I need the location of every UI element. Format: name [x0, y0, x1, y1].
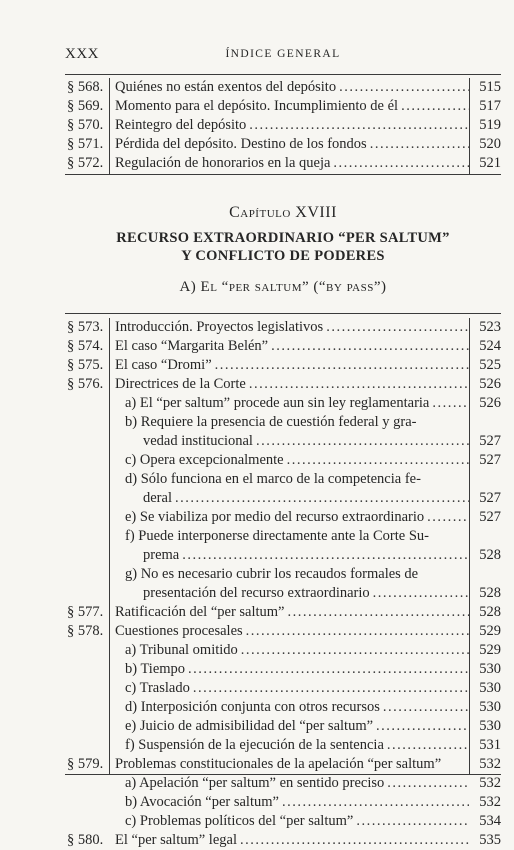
section-number: [65, 470, 115, 489]
entry-title: [115, 413, 469, 432]
entry-text: b) Requiere la presencia de cuestión federal y gra-: [125, 414, 417, 430]
entry-page-number: 529: [479, 623, 501, 639]
toc-entry: [65, 116, 501, 135]
section-number: § 574.: [67, 338, 104, 354]
entry-page-number: 515: [479, 79, 501, 95]
part-heading: A) El “per saltum” (“by pass”): [179, 279, 387, 295]
entry-page-number: 535: [479, 832, 501, 848]
entry-title: [115, 489, 469, 508]
entry-title: [115, 584, 469, 603]
toc-entry: [65, 78, 501, 97]
section-rule: [65, 313, 501, 314]
toc-entry: [65, 755, 501, 774]
entry-text: presentación del recurso extraordinario: [143, 585, 370, 601]
dot-leader: [188, 660, 469, 679]
dot-leader: [240, 831, 469, 850]
entry-text: f) Suspensión de la ejecución de la sentencia: [125, 737, 384, 753]
entry-title: [115, 546, 469, 565]
entry-title: [115, 831, 469, 850]
entry-title: [115, 774, 469, 793]
toc-entry: [65, 451, 501, 470]
entry-title: [115, 717, 469, 736]
entry-page-number: 530: [479, 680, 501, 696]
entry-page-number: 528: [479, 604, 501, 620]
section-number: § 578.: [67, 623, 104, 639]
entry-page-number: 519: [479, 117, 501, 133]
entry-text: b) Tiempo: [125, 661, 186, 677]
section-number: [65, 508, 115, 527]
entry-text: e) Juicio de admisibilidad del “per saltum”: [125, 718, 374, 734]
entry-title: [115, 793, 469, 812]
entry-page-number: 529: [479, 642, 501, 658]
toc-entry: [65, 679, 501, 698]
entry-text: Directrices de la Corte: [115, 376, 246, 392]
section-number: [65, 793, 115, 812]
section-number: [65, 679, 115, 698]
entry-text: d) Interposición conjunta con otros recursos: [125, 699, 380, 715]
entry-title: [115, 337, 469, 356]
entry-title: [115, 78, 469, 97]
toc-entry: [65, 698, 501, 717]
entry-text: c) Traslado: [125, 680, 190, 696]
dot-leader: [241, 641, 469, 660]
entry-title: [115, 641, 469, 660]
dot-leader: [256, 432, 469, 451]
dot-leader: [282, 793, 469, 812]
section-number: [65, 527, 115, 546]
dot-leader: [339, 78, 469, 97]
entry-title: [115, 755, 469, 774]
entry-text: a) Apelación “per saltum” en sentido preciso: [125, 775, 385, 791]
entry-text: Regulación de honorarios en la queja: [115, 155, 331, 171]
entry-text: f) Puede interponerse directamente ante la Corte Su-: [125, 528, 429, 544]
entry-page-number: 532: [479, 756, 501, 772]
section-number: § 579.: [67, 756, 104, 772]
chapter-title-line2: Y CONFLICTO DE PODERES: [181, 248, 385, 264]
dot-leader: [182, 546, 469, 565]
toc-entry: [65, 584, 501, 603]
dot-leader: [249, 116, 469, 135]
entry-text: Problemas constitucionales de la apelación “per saltum”: [115, 756, 442, 772]
top-rule: [65, 74, 501, 75]
entry-text: Quiénes no están exentos del depósito: [115, 79, 337, 95]
section-number: § 572.: [67, 155, 104, 171]
section-number: [65, 736, 115, 755]
running-header: [65, 46, 501, 66]
entry-title: [115, 356, 469, 375]
entry-page-number: 517: [479, 98, 501, 114]
entry-page-number: 532: [479, 775, 501, 791]
entry-page-number: 523: [479, 319, 501, 335]
entry-title: [115, 603, 469, 622]
entry-title: [115, 375, 469, 394]
section-number: [65, 451, 115, 470]
entry-page-number: 528: [479, 585, 501, 601]
entry-page-number: 527: [479, 490, 501, 506]
toc-entry: [65, 470, 501, 489]
entry-page-number: 526: [479, 376, 501, 392]
toc-entry: [65, 546, 501, 565]
dot-leader: [432, 394, 469, 413]
section-number: [65, 774, 115, 793]
entry-title: [115, 812, 469, 831]
toc-entry: [65, 97, 501, 116]
entry-title: [115, 318, 469, 337]
section-number: [65, 413, 115, 432]
entry-text: Ratificación del “per saltum”: [115, 604, 285, 620]
entry-text: c) Opera excepcionalmente: [125, 452, 284, 468]
entry-page-number: 528: [479, 547, 501, 563]
entry-text: prema: [143, 547, 180, 563]
dot-leader: [288, 603, 470, 622]
dot-leader: [387, 736, 469, 755]
entry-page-number: 530: [479, 718, 501, 734]
toc-entry: [65, 831, 501, 850]
entry-page-number: 527: [479, 509, 501, 525]
toc-entry: [65, 337, 501, 356]
entry-text: Pérdida del depósito. Destino de los fondos: [115, 136, 367, 152]
toc-entry: [65, 641, 501, 660]
entry-page-number: 526: [479, 395, 501, 411]
entry-page-number: 534: [479, 813, 501, 829]
entry-text: deral: [143, 490, 172, 506]
section-number: § 568.: [67, 79, 104, 95]
toc-entry: [65, 717, 501, 736]
entry-title: [115, 116, 469, 135]
dot-leader: [215, 356, 469, 375]
entry-text: b) Avocación “per saltum”: [125, 794, 279, 810]
entry-page-number: [469, 413, 501, 432]
dot-leader: [249, 375, 469, 394]
entry-title: [115, 565, 469, 584]
toc-bottom-section: [65, 318, 501, 848]
entry-text: Reintegro del depósito: [115, 117, 247, 133]
toc-entry: [65, 774, 501, 793]
entry-title: [115, 451, 469, 470]
toc-entry: [65, 508, 501, 527]
dot-leader: [246, 622, 469, 641]
dot-leader: [401, 97, 469, 116]
entry-text: El caso “Margarita Belén”: [115, 338, 269, 354]
toc-entry: [65, 660, 501, 679]
toc-entry: [65, 375, 501, 394]
toc-entry: [65, 527, 501, 546]
entry-text: e) Se viabiliza por medio del recurso extraordinario: [125, 509, 425, 525]
entry-text: vedad institucional: [143, 433, 253, 449]
entry-page-number: [469, 470, 501, 489]
running-title: ÍNDICE GENERAL: [225, 48, 341, 60]
dot-leader: [427, 508, 469, 527]
toc-entry: [65, 622, 501, 641]
entry-page-number: 527: [479, 452, 501, 468]
dot-leader: [271, 337, 469, 356]
entry-title: [115, 698, 469, 717]
chapter-label: Capítulo XVIII: [229, 204, 337, 221]
section-number: § 569.: [67, 98, 104, 114]
entry-page-number: 521: [479, 155, 501, 171]
section-number: § 580.: [67, 832, 104, 848]
entry-title: [115, 154, 469, 173]
entry-title: [115, 508, 469, 527]
section-number: [65, 698, 115, 717]
entry-page-number: 531: [479, 737, 501, 753]
toc-entry: [65, 736, 501, 755]
dot-leader: [193, 679, 469, 698]
entry-page-number: 530: [479, 661, 501, 677]
entry-page-number: 527: [479, 433, 501, 449]
dot-leader: [356, 812, 469, 831]
dot-leader: [383, 698, 469, 717]
dot-leader: [376, 717, 469, 736]
section-number: § 573.: [67, 319, 104, 335]
dot-leader: [287, 451, 469, 470]
section-number: [65, 812, 115, 831]
entry-page-number: [469, 565, 501, 584]
entry-title: [115, 527, 469, 546]
entry-page-number: 520: [479, 136, 501, 152]
section-number: [65, 717, 115, 736]
section-number: § 577.: [67, 604, 104, 620]
section-number: § 576.: [67, 376, 104, 392]
entry-title: [115, 679, 469, 698]
dot-leader: [387, 774, 469, 793]
entry-text: a) Tribunal omitido: [125, 642, 238, 658]
section-number: [65, 641, 115, 660]
section-number: [65, 432, 115, 451]
section-number: [65, 394, 115, 413]
toc-entry: [65, 489, 501, 508]
entry-page-number: 524: [479, 338, 501, 354]
toc-entry: [65, 413, 501, 432]
entry-title: [115, 135, 469, 154]
entry-text: c) Problemas políticos del “per saltum”: [125, 813, 354, 829]
entry-title: [115, 470, 469, 489]
section-number: § 571.: [67, 136, 104, 152]
dot-leader: [175, 489, 469, 508]
toc-entry: [65, 432, 501, 451]
toc-entry: [65, 356, 501, 375]
entry-text: Cuestiones procesales: [115, 623, 243, 639]
dot-leader: [333, 154, 469, 173]
entry-text: El “per saltum” legal: [115, 832, 237, 848]
bottom-rule: [65, 774, 501, 775]
chapter-title-line1: RECURSO EXTRAORDINARIO “PER SALTUM”: [116, 230, 450, 246]
section-number: [65, 660, 115, 679]
section-number: [65, 546, 115, 565]
entry-text: El caso “Dromi”: [115, 357, 212, 373]
entry-title: [115, 97, 469, 116]
toc-entry: [65, 394, 501, 413]
entry-title: [115, 432, 469, 451]
toc-entry: [65, 603, 501, 622]
entry-page-number: [469, 527, 501, 546]
toc-entry: [65, 793, 501, 812]
section-number: § 570.: [67, 117, 104, 133]
toc-entry: [65, 154, 501, 173]
entry-text: Introducción. Proyectos legislativos: [115, 319, 324, 335]
section-number: § 575.: [67, 357, 104, 373]
entry-text: a) El “per saltum” procede aun sin ley reglamentaria: [125, 395, 430, 411]
entry-page-number: 532: [479, 794, 501, 810]
toc-top-section: [65, 78, 501, 174]
entry-page-number: 525: [479, 357, 501, 373]
entry-title: [115, 394, 469, 413]
entry-text: g) No es necesario cubrir los recaudos formales de: [125, 566, 419, 582]
toc-entry: [65, 318, 501, 337]
dot-leader: [370, 135, 469, 154]
dot-leader: [373, 584, 469, 603]
mid-rule: [65, 174, 501, 175]
entry-title: [115, 622, 469, 641]
entry-title: [115, 736, 469, 755]
page-number: XXX: [65, 46, 99, 62]
dot-leader: [326, 318, 469, 337]
toc-entry: [65, 565, 501, 584]
entry-text: d) Sólo funciona en el marco de la competencia fe-: [125, 471, 421, 487]
section-number: [65, 565, 115, 584]
entry-page-number: 530: [479, 699, 501, 715]
toc-entry: [65, 135, 501, 154]
section-number: [65, 584, 115, 603]
toc-entry: [65, 812, 501, 831]
chapter-heading: [65, 204, 501, 296]
entry-title: [115, 660, 469, 679]
section-number: [65, 489, 115, 508]
entry-text: Momento para el depósito. Incumplimiento de él: [115, 98, 399, 114]
